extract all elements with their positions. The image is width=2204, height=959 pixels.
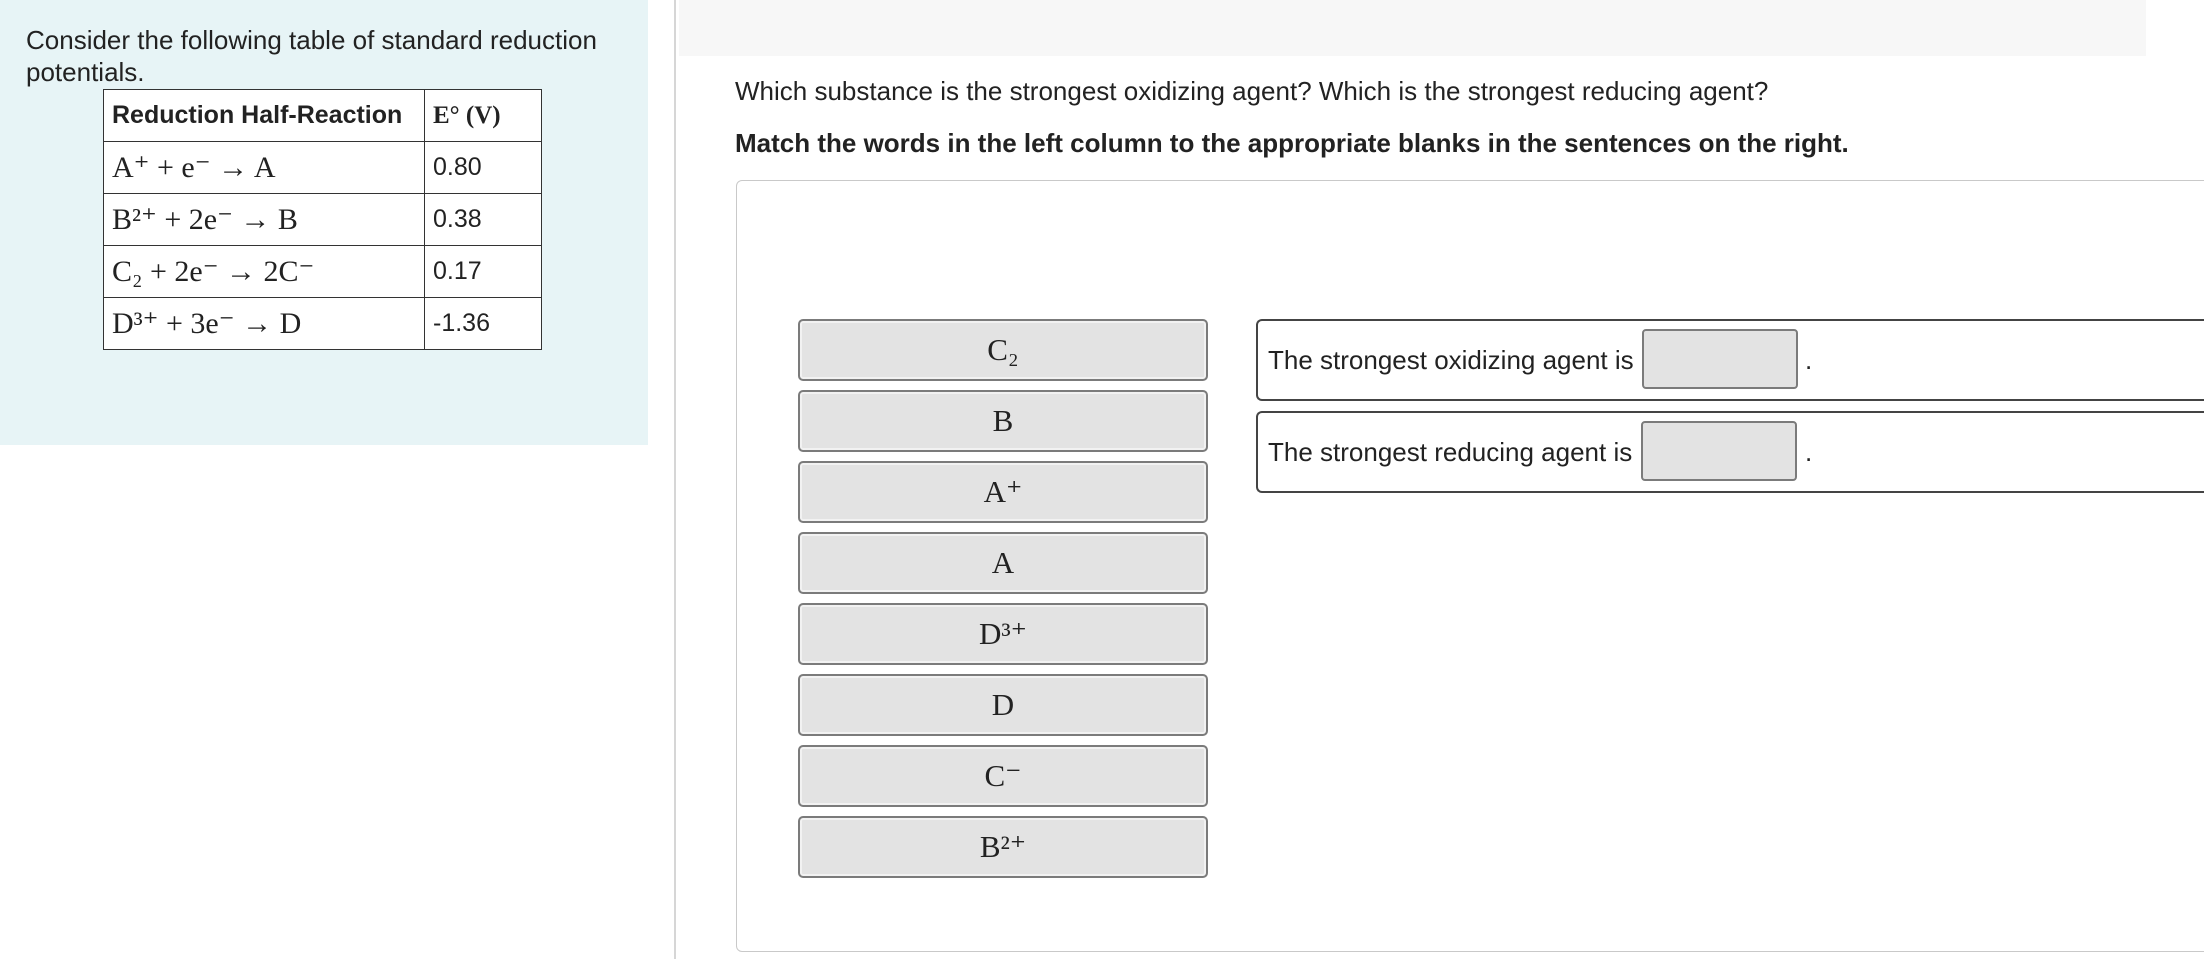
- sentence-text: The strongest oxidizing agent is: [1268, 345, 1634, 375]
- table-row: [104, 246, 542, 298]
- answer-tile[interactable]: D³⁺: [798, 603, 1208, 665]
- sentence-period: .: [1805, 437, 1813, 467]
- answer-tile[interactable]: B²⁺: [798, 816, 1208, 878]
- header-reaction: Reduction Half-Reaction: [104, 90, 425, 142]
- instruction-text: Match the words in the left column to the appropriate blanks in the sentences on the right.: [735, 128, 1849, 158]
- sentence-oxidizing: [1256, 319, 2204, 401]
- potential-cell: 0.17: [425, 246, 542, 298]
- reaction-cell: D³⁺ + 3e⁻ → D: [104, 298, 425, 350]
- potential-cell: 0.80: [425, 142, 542, 194]
- intro-text: Consider the following table of standard reduction potentials.: [26, 25, 597, 87]
- table-row: [104, 142, 542, 194]
- sentence-reducing: [1256, 411, 2204, 493]
- table-row: [104, 298, 542, 350]
- sentence-period: .: [1805, 345, 1813, 375]
- info-panel: [0, 0, 648, 445]
- potential-cell: 0.38: [425, 194, 542, 246]
- panel-divider: [674, 0, 676, 959]
- reaction-cell: C₂ + 2e⁻ → 2C⁻: [104, 246, 425, 298]
- answer-tile[interactable]: A: [798, 532, 1208, 594]
- potential-cell: -1.36: [425, 298, 542, 350]
- question-text: Which substance is the strongest oxidizing agent? Which is the strongest reducing agent?: [735, 76, 1769, 106]
- reaction-cell: B²⁺ + 2e⁻ → B: [104, 194, 425, 246]
- header-potential: E° (V): [425, 90, 542, 142]
- answer-tile[interactable]: C⁻: [798, 745, 1208, 807]
- sentence-text: The strongest reducing agent is: [1268, 437, 1633, 467]
- answer-tile[interactable]: D: [798, 674, 1208, 736]
- reaction-cell: A⁺ + e⁻ → A: [104, 142, 425, 194]
- answer-tile[interactable]: C₂: [798, 319, 1208, 381]
- table-row: [104, 194, 542, 246]
- reduction-potential-table: [103, 89, 542, 350]
- drop-blank-reducing[interactable]: [1641, 421, 1797, 481]
- drop-blank-oxidizing[interactable]: [1642, 329, 1798, 389]
- table-header-row: [104, 90, 542, 142]
- answer-tile[interactable]: A⁺: [798, 461, 1208, 523]
- answer-tile[interactable]: B: [798, 390, 1208, 452]
- top-bar: [679, 0, 2146, 56]
